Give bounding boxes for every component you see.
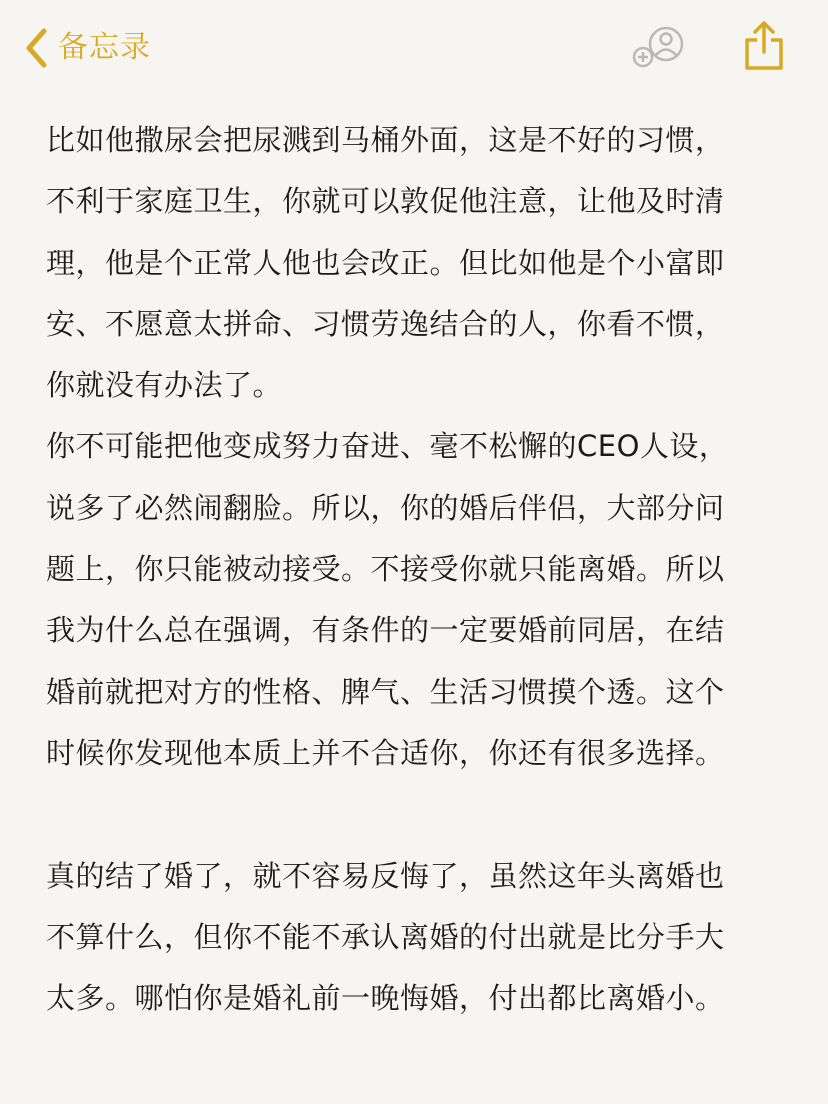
paragraph-gap bbox=[46, 784, 806, 845]
note-line: 不利于家庭卫生，你就可以敦促他注意，让他及时清 bbox=[46, 184, 725, 219]
back-label: 备忘录 bbox=[58, 30, 151, 65]
note-line: 我为什么总在强调，有条件的一定要婚前同居，在结 bbox=[46, 613, 725, 648]
note-line: 婚前就把对方的性格、脾气、生活习惯摸个透。这个 bbox=[46, 674, 725, 709]
chevron-left-icon bbox=[22, 26, 52, 70]
note-line: 不算什么，但你不能不承认离婚的付出就是比分手大 bbox=[46, 919, 725, 954]
note-body[interactable] bbox=[46, 110, 806, 1029]
navigation-bar bbox=[0, 0, 828, 100]
note-line: 真的结了婚了，就不容易反悔了，虽然这年头离婚也 bbox=[46, 858, 725, 893]
note-line: 你就没有办法了。 bbox=[46, 368, 283, 403]
note-line: 安、不愿意太拼命、习惯劳逸结合的人，你看不惯， bbox=[46, 306, 725, 341]
note-line: 比如他撒尿会把尿溅到马桶外面，这是不好的习惯， bbox=[46, 123, 725, 157]
add-person-icon bbox=[630, 24, 686, 72]
note-line: 你不可能把他变成努力奋进、毫不松懈的CEO人设， bbox=[46, 429, 729, 464]
note-line: 太多。哪怕你是婚礼前一晚悔婚，付出都比离婚小。 bbox=[46, 981, 725, 1016]
note-line: 题上，你只能被动接受。不接受你就只能离婚。所以 bbox=[46, 552, 725, 587]
note-line: 说多了必然闹翻脸。所以，你的婚后伴侣，大部分问 bbox=[46, 490, 725, 525]
add-person-button[interactable] bbox=[630, 24, 686, 72]
note-line: 理，他是个正常人他也会改正。但比如他是个小富即 bbox=[46, 245, 725, 280]
back-button[interactable] bbox=[22, 24, 151, 72]
share-icon bbox=[740, 20, 788, 74]
share-button[interactable] bbox=[740, 20, 788, 74]
note-line: 时候你发现他本质上并不合适你，你还有很多选择。 bbox=[46, 735, 725, 770]
